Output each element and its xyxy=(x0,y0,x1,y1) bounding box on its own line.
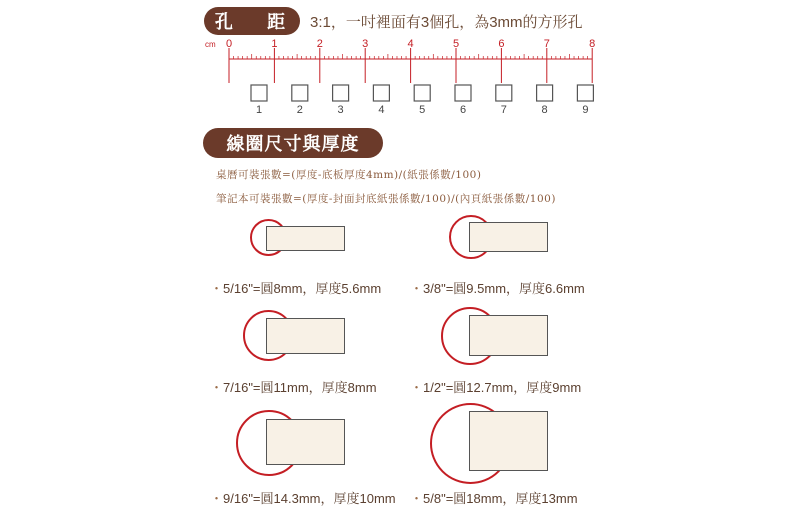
square-hole xyxy=(251,85,267,101)
ruler-unit-label: cm xyxy=(205,40,216,49)
ruler-diagram xyxy=(0,0,800,125)
coil-caption: ・1/2"=圓12.7mm，厚度9mm xyxy=(410,380,582,395)
square-hole xyxy=(373,85,389,101)
paper-block-9-16 xyxy=(266,419,345,465)
hole-number: 2 xyxy=(296,104,303,116)
hole-number: 7 xyxy=(500,104,507,116)
paper-block-1-2 xyxy=(469,315,548,356)
paper-block-3-8 xyxy=(469,222,548,252)
ruler-tick-label: 3 xyxy=(362,38,369,50)
hole-number: 5 xyxy=(419,104,426,116)
hole-number: 3 xyxy=(337,104,344,116)
ruler-tick-label: 5 xyxy=(452,38,460,50)
square-hole xyxy=(496,85,512,101)
hole-row xyxy=(251,85,593,101)
formula-notebook: 筆記本可裝張數=(厚度-封面封底紙張係數/100)/(內頁紙張係數/100) xyxy=(216,193,556,205)
square-hole xyxy=(292,85,308,101)
coil-caption: ・5/16"=圓8mm，厚度5.6mm xyxy=(210,281,382,296)
square-hole xyxy=(333,85,349,101)
square-hole xyxy=(537,85,553,101)
square-hole xyxy=(455,85,471,101)
ruler-tick-label: 1 xyxy=(271,38,278,50)
ruler-tick-label: 0 xyxy=(225,38,233,50)
ruler-tick-label: 6 xyxy=(498,38,505,50)
hole-number: 1 xyxy=(255,104,263,116)
section-title-coil-size: 線圈尺寸與厚度 xyxy=(203,128,383,158)
ruler-ticks xyxy=(229,48,592,83)
coil-caption: ・3/8"=圓9.5mm，厚度6.6mm xyxy=(410,281,585,296)
paper-block-7-16 xyxy=(266,318,345,354)
ruler-tick-label: 7 xyxy=(543,38,550,50)
hole-number: 6 xyxy=(459,104,467,116)
ruler-tick-label: 8 xyxy=(589,38,596,50)
formula-desk-calendar: 桌曆可裝張數=(厚度-底板厚度4mm)/(紙張係數/100) xyxy=(216,169,482,181)
coil-caption: ・9/16"=圓14.3mm，厚度10mm xyxy=(210,491,396,506)
hole-number: 8 xyxy=(541,104,548,116)
coil-caption: ・5/8"=圓18mm，厚度13mm xyxy=(410,491,578,506)
hole-number: 4 xyxy=(378,104,385,116)
ruler-tick-label: 2 xyxy=(316,38,323,50)
paper-block-5-16 xyxy=(266,226,345,251)
square-hole xyxy=(414,85,430,101)
hole-number: 9 xyxy=(582,104,589,116)
coil-caption: ・7/16"=圓11mm，厚度8mm xyxy=(210,380,377,395)
ruler-tick-label: 4 xyxy=(407,38,414,50)
paper-block-5-8 xyxy=(469,411,548,471)
section-title-hole-pitch: 孔 距 xyxy=(204,7,300,35)
square-hole xyxy=(577,85,593,101)
ruler-labels xyxy=(226,38,595,50)
ruler-subtitle: 3:1，一吋裡面有3個孔，為3mm的方形孔 xyxy=(310,14,583,31)
